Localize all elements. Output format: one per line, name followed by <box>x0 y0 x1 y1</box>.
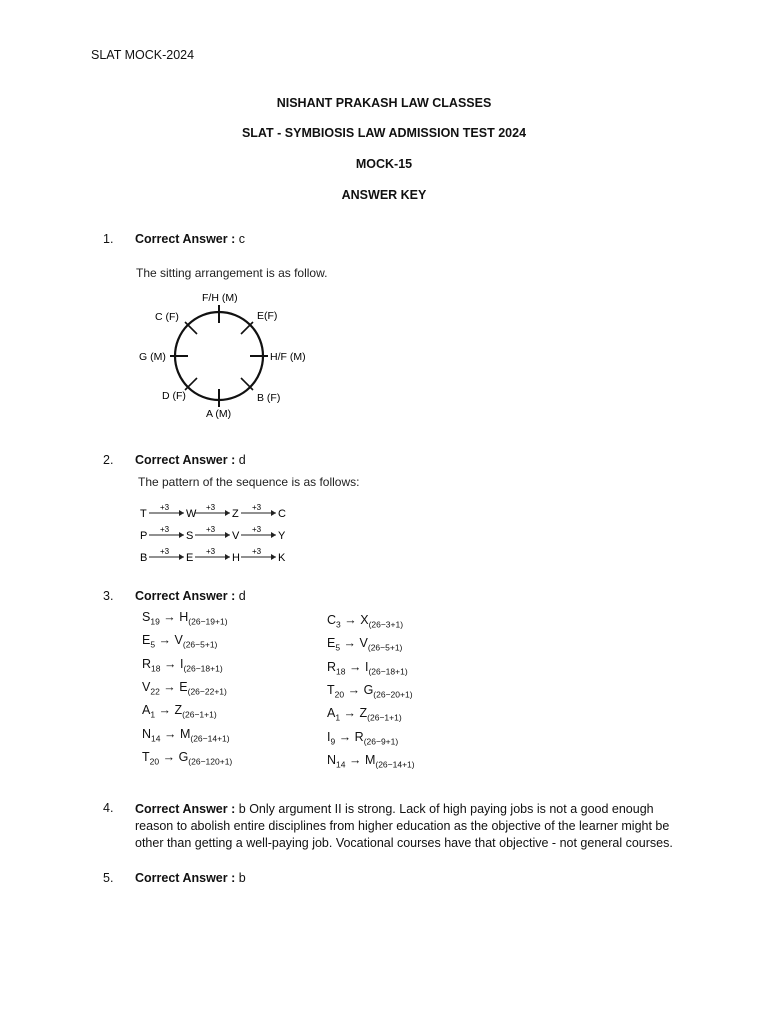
mapping-arrow: → <box>160 726 180 741</box>
mapping-row <box>327 730 398 747</box>
mapping-row <box>327 683 413 700</box>
mapping-row <box>327 660 408 677</box>
q1-caption: The sitting arrangement is as follow. <box>136 266 328 280</box>
q1-answer-value: c <box>238 232 245 246</box>
sequence-letter: P <box>140 530 148 542</box>
mapping-letter-position: 3 <box>336 619 341 630</box>
mapping-letter: E <box>327 636 336 651</box>
mapping-row <box>142 657 223 674</box>
sequence-letter: H <box>232 552 240 564</box>
sequence-letter: Z <box>232 508 239 520</box>
q1-seating-diagram <box>130 285 330 425</box>
mapping-letter: C <box>327 613 337 627</box>
mapping-letter: S <box>142 610 151 624</box>
mapping-result-letter: V <box>174 633 183 648</box>
q3-number: 3. <box>103 589 114 603</box>
mapping-letter: A <box>142 703 151 718</box>
mapping-formula: (26−3+1) <box>368 619 404 630</box>
mapping-arrow: → <box>159 749 179 764</box>
q3-answer-line <box>135 589 246 603</box>
mapping-arrow: → <box>345 752 365 767</box>
seat-bottom: A (M) <box>206 408 232 420</box>
mapping-arrow: → <box>160 656 180 671</box>
mapping-letter-position: 20 <box>149 756 160 767</box>
mapping-row <box>327 636 402 653</box>
q5-answer-value: b <box>238 871 246 885</box>
mapping-result-letter: R <box>354 729 364 744</box>
mapping-arrow: → <box>344 682 364 697</box>
tick-top-right <box>241 322 253 334</box>
mapping-formula: (26−22+1) <box>187 686 227 697</box>
sequence-step-label: +3 <box>206 525 216 534</box>
mapping-formula: (26−18+1) <box>183 663 223 674</box>
sequence-letter: C <box>278 508 286 520</box>
mapping-result-letter: I <box>364 659 369 674</box>
sequence-letter: T <box>140 508 147 520</box>
mapping-row <box>142 680 227 697</box>
mapping-letter-position: 19 <box>150 616 160 627</box>
mapping-letter: N <box>142 726 152 741</box>
q4-number: 4. <box>103 801 114 815</box>
sequence-step-label: +3 <box>160 547 170 556</box>
running-header: SLAT MOCK-2024 <box>91 48 195 62</box>
mapping-arrow: → <box>340 706 360 721</box>
mapping-letter-position: 18 <box>151 663 161 674</box>
mapping-row <box>142 633 217 650</box>
mapping-letter-position: 14 <box>336 759 346 770</box>
sequence-step-label: +3 <box>206 547 216 556</box>
mapping-letter-position: 1 <box>335 712 341 723</box>
mapping-arrow: → <box>345 659 365 674</box>
sequence-step-label: +3 <box>252 547 262 556</box>
mapping-row <box>142 703 217 720</box>
q2-answer-label: Correct Answer : <box>135 453 236 467</box>
q2-answer-line <box>135 453 246 467</box>
seat-bottom-left: D (F) <box>162 390 186 402</box>
sequence-arrow-head <box>271 510 276 516</box>
sequence-letter: W <box>186 508 197 520</box>
mapping-row <box>327 753 415 770</box>
mapping-arrow: → <box>159 679 180 694</box>
mapping-letter: R <box>327 659 337 674</box>
mapping-formula: (26−5+1) <box>367 642 403 653</box>
sequence-letter: B <box>140 552 148 564</box>
sequence-step-label: +3 <box>252 525 262 534</box>
q1-answer-line <box>135 232 245 246</box>
q4-answer-paragraph <box>135 801 695 852</box>
mapping-formula: (26−14+1) <box>375 759 415 770</box>
mapping-formula: (26−9+1) <box>363 736 399 746</box>
q2-number: 2. <box>103 453 114 467</box>
mapping-arrow: → <box>159 610 180 624</box>
q2-answer-value: d <box>238 453 246 467</box>
mapping-arrow: → <box>340 613 361 627</box>
exam-title: SLAT - SYMBIOSIS LAW ADMISSION TEST 2024 <box>241 126 527 140</box>
q2-sequence-diagram <box>136 500 336 570</box>
mapping-arrow: → <box>335 729 355 744</box>
sequence-step-label: +3 <box>206 503 216 512</box>
q3-answer-value: d <box>238 589 246 603</box>
mapping-result-letter: G <box>178 749 189 764</box>
seat-left: G (M) <box>139 351 166 363</box>
sequence-letter: Y <box>278 530 286 542</box>
mapping-formula: (26−14+1) <box>190 733 230 743</box>
tick-top-left <box>185 322 197 334</box>
mapping-formula: (26−120+1) <box>188 756 233 767</box>
q4-answer-value: b <box>238 802 246 816</box>
mapping-result-letter: E <box>179 679 188 694</box>
sequence-letter: S <box>186 530 194 542</box>
mapping-arrow: → <box>340 636 360 651</box>
mapping-letter-position: 14 <box>151 733 161 743</box>
mapping-row <box>142 610 228 627</box>
sequence-step-label: +3 <box>160 503 170 512</box>
mapping-result-letter: M <box>179 726 191 741</box>
mapping-letter: R <box>142 656 152 671</box>
q5-number: 5. <box>103 871 114 885</box>
mapping-row <box>327 706 402 723</box>
sequence-arrow-head <box>179 532 184 538</box>
mapping-letter-position: 9 <box>330 736 336 746</box>
mapping-result-letter: Z <box>174 703 183 718</box>
q1-number: 1. <box>103 232 114 246</box>
sequence-letter: K <box>278 552 286 564</box>
sequence-step-label: +3 <box>252 503 262 512</box>
seat-top-left: C (F) <box>155 311 179 323</box>
mapping-row <box>327 613 403 630</box>
mapping-result-letter: V <box>359 636 368 651</box>
mapping-result-letter: G <box>363 682 374 697</box>
q2-caption: The pattern of the sequence is as follows: <box>138 475 360 489</box>
seat-right: H/F (M) <box>270 351 306 363</box>
seat-top-right: E(F) <box>257 310 278 322</box>
answer-key-title: ANSWER KEY <box>341 188 427 202</box>
mapping-letter-position: 18 <box>336 666 346 677</box>
mapping-letter-position: 1 <box>150 709 156 720</box>
mapping-letter: E <box>142 633 151 648</box>
q4-explanation: Only argument II is strong. Lack of high paying jobs is not a good enough reason to abolish entire disciplines from higher education as the objective of the learner might be other than getting a well-paying job. Vocational courses have that objective - not general courses. <box>135 802 673 850</box>
sequence-step-label: +3 <box>160 525 170 534</box>
sequence-arrow-head <box>225 510 230 516</box>
mapping-row <box>142 750 232 767</box>
mapping-row <box>142 727 230 744</box>
tick-bottom-right <box>241 378 253 390</box>
mapping-letter: T <box>142 749 150 764</box>
sequence-arrow-head <box>271 554 276 560</box>
mock-title: MOCK-15 <box>355 157 413 171</box>
mapping-formula: (26−20+1) <box>373 689 413 700</box>
mapping-letter-position: 20 <box>334 689 345 700</box>
seat-top: F/H (M) <box>202 292 238 304</box>
sequence-arrow-head <box>271 532 276 538</box>
q4-answer-label: Correct Answer : <box>135 802 236 816</box>
mapping-letter: N <box>327 752 337 767</box>
q1-answer-label: Correct Answer : <box>135 232 236 246</box>
mapping-letter-position: 22 <box>150 686 160 697</box>
mapping-result-letter: Z <box>359 706 368 721</box>
institute-title: NISHANT PRAKASH LAW CLASSES <box>276 96 492 110</box>
q3-answer-label: Correct Answer : <box>135 589 236 603</box>
mapping-result-letter: M <box>364 752 376 767</box>
mapping-letter: V <box>142 679 151 694</box>
mapping-result-letter: X <box>360 613 369 627</box>
mapping-formula: (26−1+1) <box>367 712 402 723</box>
sequence-arrow-head <box>225 554 230 560</box>
mapping-formula: (26−19+1) <box>188 616 228 627</box>
mapping-formula: (26−18+1) <box>368 666 408 677</box>
mapping-result-letter: I <box>179 656 184 671</box>
sequence-arrow-head <box>179 510 184 516</box>
mapping-formula: (26−5+1) <box>182 639 218 650</box>
mapping-formula: (26−1+1) <box>182 709 217 720</box>
mapping-result-letter: H <box>179 610 189 624</box>
q5-answer-label: Correct Answer : <box>135 871 236 885</box>
sequence-arrow-head <box>225 532 230 538</box>
sequence-letter: V <box>232 530 240 542</box>
mapping-letter: T <box>327 682 335 697</box>
sequence-arrow-head <box>179 554 184 560</box>
mapping-arrow: → <box>155 633 175 648</box>
mapping-arrow: → <box>155 703 175 718</box>
tick-bottom-left <box>185 378 197 390</box>
seat-bottom-right: B (F) <box>257 392 281 404</box>
mapping-letter: I <box>327 729 331 744</box>
mapping-letter-position: 5 <box>335 642 341 653</box>
sequence-letter: E <box>186 552 194 564</box>
mapping-letter: A <box>327 706 336 721</box>
mapping-letter-position: 5 <box>150 639 156 650</box>
q5-answer-line <box>135 871 246 885</box>
